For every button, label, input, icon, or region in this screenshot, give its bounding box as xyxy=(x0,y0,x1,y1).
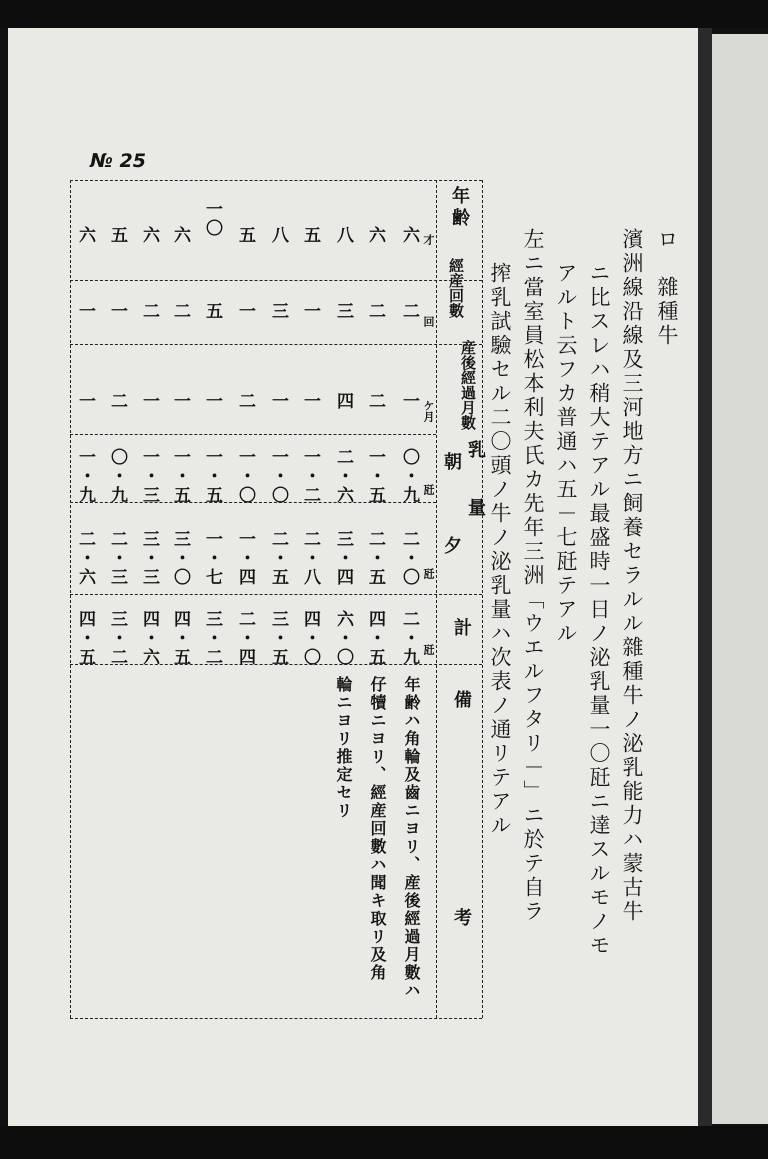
paragraph-line: 搾乳試驗セル二〇頭ノ牛ノ泌乳量ハ次表ノ通リテアル xyxy=(488,262,512,838)
cell-total: 三・二 xyxy=(107,610,127,667)
cell-evening: 二・三 xyxy=(107,530,127,587)
cell-months: 一 xyxy=(268,392,288,411)
header-milk: 乳量 xyxy=(465,440,486,556)
paragraph-line: アルト云フカ普通ハ五－七瓩テアル xyxy=(554,262,578,646)
cell-total: 三・二 xyxy=(202,610,222,667)
cell-calving: 二 xyxy=(170,302,190,321)
paragraph-line: 左ニ當室員松本利夫氏カ先年三洲「ウエルフタリ－」ニ於テ自ラ xyxy=(521,228,545,924)
cell-morning: 一・五 xyxy=(202,448,222,505)
cell-months: 四 xyxy=(333,392,353,411)
cell-total: 四・五 xyxy=(365,610,385,667)
table-bottom-rule xyxy=(70,1018,482,1019)
cell-calving: 三 xyxy=(268,302,288,321)
cell-age: 五 xyxy=(107,226,127,245)
cell-age: 六 xyxy=(75,226,95,245)
cell-morning: 一・三 xyxy=(139,448,159,505)
cell-morning: 一・〇 xyxy=(235,448,255,505)
cell-months: 一 xyxy=(170,392,190,411)
cell-calving: 五 xyxy=(202,302,222,321)
cell-evening: 三・〇 xyxy=(170,530,190,587)
cell-evening: 二・五 xyxy=(365,530,385,587)
cell-calving: 二 xyxy=(139,302,159,321)
cell-evening: 二・五 xyxy=(268,530,288,587)
cell-calving: 一 xyxy=(75,302,95,321)
header-age: 年齢 xyxy=(449,186,470,230)
cell-total: 三・五 xyxy=(268,610,288,667)
cell-calving: 三 xyxy=(333,302,353,321)
paragraph-line: 濱洲線沿線及三河地方ニ飼養セラルル雜種牛ノ泌乳能力ハ蒙古牛 xyxy=(620,228,644,924)
cell-evening: 三・四 xyxy=(333,530,353,587)
remarks-line: 輪ニヨリ推定セリ xyxy=(334,676,353,820)
remarks-line: 仔犢ニヨリ、經産回數ハ聞キ取リ及角 xyxy=(368,676,387,982)
row-divider xyxy=(70,594,482,595)
cell-total: 二・九 xyxy=(399,610,419,667)
cell-morning: 一・五 xyxy=(365,448,385,505)
header-evening: 夕 xyxy=(441,536,462,558)
unit-total: 瓩 xyxy=(422,644,435,655)
cell-months: 一 xyxy=(399,392,419,411)
cell-morning: 一・二 xyxy=(300,448,320,505)
cell-calving: 二 xyxy=(399,302,419,321)
cell-total: 六・〇 xyxy=(333,610,353,667)
cell-calving: 一 xyxy=(235,302,255,321)
cell-morning: 〇・九 xyxy=(107,448,127,505)
cell-age: 一〇 xyxy=(202,200,222,238)
cell-evening: 二・六 xyxy=(75,530,95,587)
header-calving: 經産回數 xyxy=(447,258,465,318)
cell-calving: 二 xyxy=(365,302,385,321)
cell-months: 一 xyxy=(202,392,222,411)
cell-months: 二 xyxy=(365,392,385,411)
cell-total: 四・五 xyxy=(75,610,95,667)
header-divider xyxy=(436,180,437,1018)
cell-total: 四・六 xyxy=(139,610,159,667)
unit-evening: 瓩 xyxy=(422,568,435,579)
cell-age: 八 xyxy=(333,226,353,245)
cell-age: 六 xyxy=(399,226,419,245)
paragraph-line: ニ比スレハ稍大テアル最盛時一日ノ泌乳量一〇瓩ニ達スルモノモ xyxy=(587,262,611,958)
row-divider xyxy=(70,344,482,345)
cell-total: 四・〇 xyxy=(300,610,320,667)
cell-total: 四・五 xyxy=(170,610,190,667)
row-divider xyxy=(70,434,436,435)
cell-age: 五 xyxy=(300,226,320,245)
unit-age: 才 xyxy=(422,234,435,245)
remarks-line: 年齢ハ角輪及齒ニヨリ、産後經過月數ハ xyxy=(402,676,421,1000)
row-divider xyxy=(70,280,482,281)
cell-evening: 三・三 xyxy=(139,530,159,587)
scan-bottom-border xyxy=(0,1126,768,1159)
cell-age: 六 xyxy=(170,226,190,245)
cell-months: 一 xyxy=(139,392,159,411)
page-number: № 25 xyxy=(90,150,146,172)
header-total: 計 xyxy=(451,618,472,640)
header-morning: 朝 xyxy=(441,452,462,474)
unit-morning: 瓩 xyxy=(422,484,435,495)
book-spine xyxy=(698,28,712,1128)
cell-morning: 一・〇 xyxy=(268,448,288,505)
scan-top-border xyxy=(0,0,768,28)
cell-months: 二 xyxy=(235,392,255,411)
cell-evening: 二・八 xyxy=(300,530,320,587)
section-heading: ロ 雜種牛 xyxy=(655,228,679,348)
table-top-rule xyxy=(70,180,482,181)
cell-morning: 〇・九 xyxy=(399,448,419,505)
cell-calving: 一 xyxy=(300,302,320,321)
unit-calving: 回 xyxy=(422,316,435,327)
cell-morning: 一・五 xyxy=(170,448,190,505)
cell-calving: 一 xyxy=(107,302,127,321)
table-left-rule xyxy=(70,180,71,1018)
cell-age: 六 xyxy=(365,226,385,245)
cell-evening: 一・七 xyxy=(202,530,222,587)
cell-morning: 二・六 xyxy=(333,448,353,505)
cell-age: 五 xyxy=(235,226,255,245)
facing-page-edge xyxy=(712,34,768,1124)
header-months: 産後經過月數 xyxy=(459,340,477,430)
cell-evening: 二・〇 xyxy=(399,530,419,587)
cell-evening: 一・四 xyxy=(235,530,255,587)
unit-months: ケ月 xyxy=(422,400,435,422)
cell-months: 一 xyxy=(75,392,95,411)
cell-morning: 一・九 xyxy=(75,448,95,505)
cell-months: 一 xyxy=(300,392,320,411)
header-remarks: 備考 xyxy=(451,690,472,1126)
cell-age: 六 xyxy=(139,226,159,245)
cell-age: 八 xyxy=(268,226,288,245)
cell-months: 二 xyxy=(107,392,127,411)
cell-total: 二・四 xyxy=(235,610,255,667)
table-right-rule xyxy=(482,180,483,1018)
